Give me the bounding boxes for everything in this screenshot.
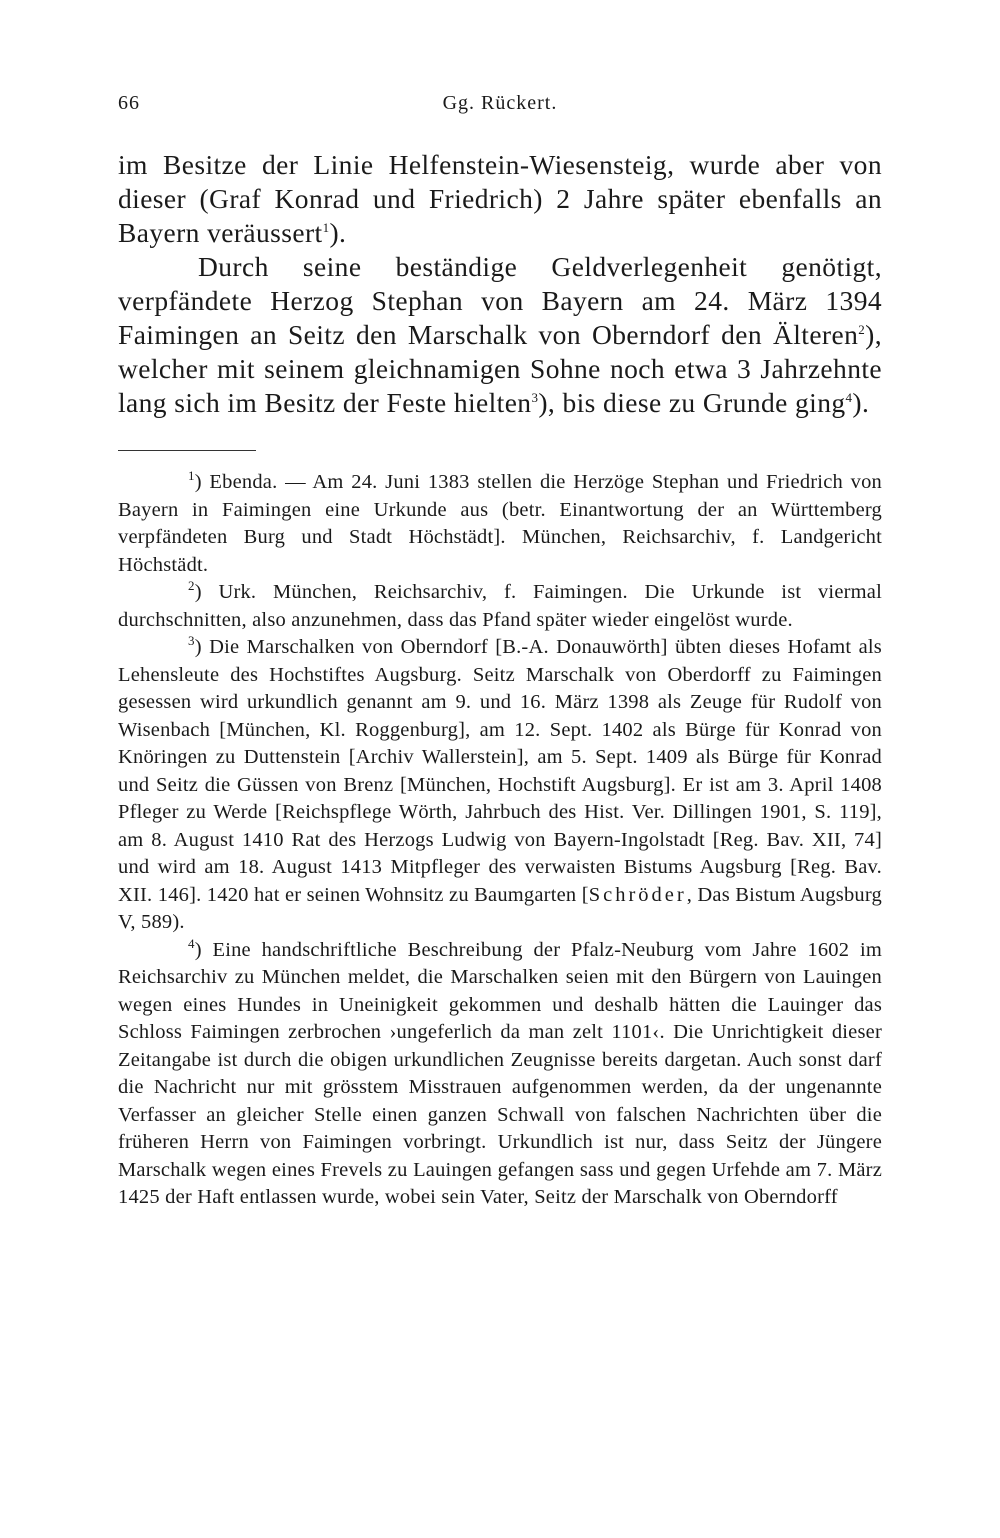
paragraph-1-end: ). xyxy=(329,217,347,248)
main-text xyxy=(118,148,882,420)
footnote-2-text: ) Urk. München, Reichsarchiv, f. Faimingen. Die Urkunde ist viermal durchschnitten, also anzunehmen, dass das Pfand später wieder eingelöst wurde. xyxy=(118,581,882,631)
paragraph-2-text-c: ), bis diese zu Grunde ging xyxy=(538,387,846,418)
footnote-3 xyxy=(118,634,882,937)
footnote-3-text-a: ) Die Marschalken von Oberndorf [B.-A. Donauwörth] übten dieses Hofamt als Lehensleute des Hochstiftes Augsburg. Seitz Marschalk von Oberdorff zu Faimingen gesessen wird urkundlich genannt am 9. und 16. März 1398 als Zeuge für Rudolf von Wisenbach [München, Kl. Roggenburg], am 12. Sept. 1402 als Bürge für Konrad von Knöringen zu Duttenstein [Archiv Wallerstein], am 5. Sept. 1409 als Bürge für Konrad und Seitz die Güssen von Brenz [München, Hochstift Augsburg]. Er ist am 3. April 1408 Pfleger zu Werde [Reichspflege Wörth, Jahrbuch des Hist. Ver. Dillingen 1901, S. 119], am 8. August 1410 Rat des Herzogs Ludwig von Bayern-Ingolstadt [Reg. Bav. XII, 74] und wird am 18. August 1413 Mitpfleger des verwaisten Bistums Augsburg [Reg. Bav. XII. 146]. 1420 hat er seinen Wohnsitz zu Baumgarten [ xyxy=(118,636,882,906)
paragraph-2 xyxy=(118,250,882,420)
paragraph-2-text-d: ). xyxy=(852,387,870,418)
footnote-4-mark: 4 xyxy=(188,935,195,951)
paragraph-1-text: im Besitze der Linie Helfenstein-Wiesensteig, wurde aber von dieser (Graf Konrad und Friedrich) 2 Jahre später ebenfalls an Bayern veräussert xyxy=(118,149,882,248)
page-number: 66 xyxy=(118,92,140,114)
footnote-1-text: ) Ebenda. — Am 24. Juni 1383 stellen die Herzöge Stephan und Friedrich von Bayern in Faimingen eine Urkunde aus (betr. Einantwortung der an Württemberg verpfändeten Burg und Stadt Höchstädt]. München, Reichsarchiv, f. Landgericht Höchstädt. xyxy=(118,471,882,576)
footnote-4 xyxy=(118,937,882,1212)
running-head-author: Gg. Rückert. xyxy=(442,92,558,114)
footnote-4-text: ) Eine handschriftliche Beschreibung der Pfalz-Neuburg vom Jahre 1602 im Reichsarchiv zu München meldet, die Marschalken seien mit den Bürgern von Lauingen wegen eines Hundes in Uneinigkeit gekommen und deshalb hätten die Lauinger das Schloss Faimingen zerbrochen ›ungeferlich da man zelt 1101‹. Die Unrichtigkeit dieser Zeitangabe ist durch die obigen urkundlichen Zeugnisse bereits dargetan. Auch sonst darf die Nachricht nur mit grösstem Misstrauen aufgenommen werden, da der ungenannte Verfasser an gleicher Stelle einen ganzen Schwall von falschen Nachrichten über die früheren Herrn von Faimingen vorbringt. Urkundlich ist nur, dass Seitz der Jüngere Marschalk wegen eines Frevels zu Lauingen gefangen sass und gegen Urfehde am 7. März 1425 der Haft entlassen wurde, wobei sein Vater, Seitz der Marschalk von Oberndorff xyxy=(118,938,882,1208)
footnote-1-mark: 1 xyxy=(188,468,195,484)
footnote-divider xyxy=(118,450,256,451)
paragraph-2-text-a: Durch seine beständige Geldverlegenheit genötigt, verpfändete Herzog Stephan von Bayern am 24. März 1394 Faimingen an Seitz den Marschalk von Oberndorf den Älteren xyxy=(118,251,882,350)
book-page xyxy=(118,92,882,1212)
footnote-3-text-b: , Das Bistum Augsburg V, 589). xyxy=(118,883,882,933)
footnotes xyxy=(118,469,882,1212)
footnote-ref-3: 3 xyxy=(531,389,539,405)
footnote-ref-4: 4 xyxy=(845,389,853,405)
footnote-ref-2: 2 xyxy=(858,321,866,337)
footnote-3-author: Schröder xyxy=(588,883,687,906)
footnote-3-mark: 3 xyxy=(188,633,195,649)
running-head xyxy=(118,92,882,126)
footnote-1 xyxy=(118,469,882,579)
paragraph-2-text-b: ), welcher mit seinem gleichnamigen Sohne noch etwa 3 Jahrzehnte lang sich im Besitz der Feste hielten xyxy=(118,319,882,418)
footnote-2-mark: 2 xyxy=(188,578,195,594)
footnote-2 xyxy=(118,579,882,634)
paragraph-1 xyxy=(118,148,882,250)
footnote-ref-1: 1 xyxy=(322,219,330,235)
